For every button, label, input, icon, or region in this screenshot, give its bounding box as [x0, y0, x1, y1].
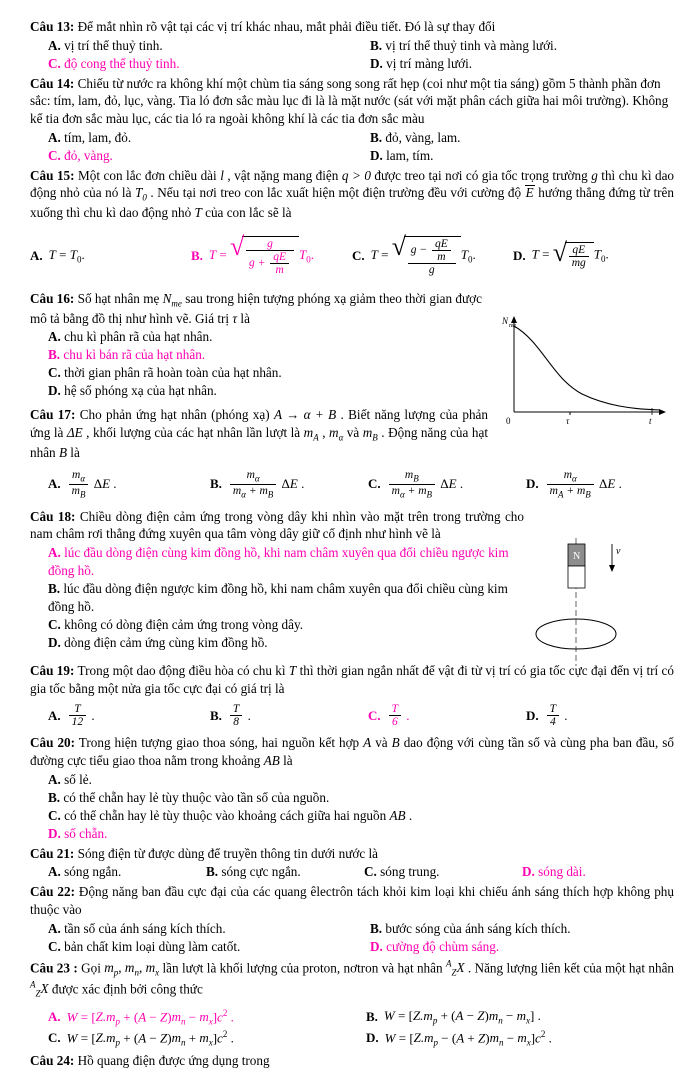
- svg-text:N: N: [573, 550, 581, 562]
- question-15-answers: [30, 236, 674, 276]
- answer-19-A[interactable]: A. $\frac{T}{12}$ .: [48, 703, 95, 729]
- answer-15-A[interactable]: A. $T = T_0$.: [30, 247, 85, 265]
- question-19-answers: [30, 703, 674, 728]
- q15-var-T: T: [194, 205, 202, 221]
- answer-15-D-formula: T = √ $\frac{qE}{mg}$ $T_0$.: [532, 242, 609, 269]
- q23-nuclide-1: $^A_Z$X: [445, 958, 465, 978]
- answer-17-C[interactable]: C. $\frac{m_B}{m_\alpha + m_B}$ ΔE .: [368, 469, 464, 500]
- question-18-block: [30, 508, 674, 652]
- answer-16-C[interactable]: C. thời gian phân rã hoàn toàn của hạt nhân.: [48, 365, 282, 381]
- question-21: [30, 845, 674, 863]
- answer-21-B[interactable]: B. sóng cực ngắn.: [206, 864, 301, 880]
- question-14-number: Câu 14:: [30, 75, 75, 91]
- answer-15-D[interactable]: D. T = √ $\frac{qE}{mg}$ $T_0$.: [513, 242, 674, 269]
- question-13-number: Câu 13:: [30, 19, 75, 34]
- q15-var-q: q > 0: [341, 167, 371, 183]
- answer-14-D[interactable]: D. lam, tím.: [370, 147, 434, 163]
- q17-text-4: ,: [318, 424, 330, 440]
- question-22-number: Câu 22:: [30, 884, 75, 900]
- answer-14-A[interactable]: A. tím, lam, đỏ.: [48, 129, 132, 145]
- q19-text-1: Trong một dao động điều hòa có chu kì: [74, 662, 289, 678]
- answer-17-B-fraction: $\frac{m_\alpha}{m_\alpha + m_B}$: [230, 469, 276, 499]
- answer-23-A[interactable]: A. $W = [Z.m_p + (A - Z)m_n - m_x]c^2$ .: [48, 1007, 234, 1027]
- q15-var-l: l: [220, 167, 224, 183]
- q15-text-6: hướng thẳng đứng từ trên xuống thì chu kì dao động nhỏ: [30, 185, 674, 221]
- question-18-number: Câu 18:: [30, 508, 76, 524]
- decay-curve-svg: [492, 312, 668, 430]
- question-18-stem: Chiều dòng điện cảm ứng trong vòng dây khi nhìn vào mặt trên trong trường cho nam châm rơi thẳng đứng xuyên qua tâm vòng dây giữ cố định như hình vẽ là: [30, 508, 524, 542]
- answer-23-C[interactable]: C. $W = [Z.m_p + (A - Z)m_n + m_x]c^2$ .: [48, 1028, 234, 1048]
- question-14-answers-row2: [30, 147, 692, 165]
- q20-source-A: A: [363, 735, 372, 751]
- question-22-answers-row2: [30, 938, 692, 956]
- question-15-number: Câu 15:: [30, 167, 75, 183]
- svg-text:t: t: [649, 416, 652, 426]
- answer-13-D[interactable]: D. vị trí màng lưới.: [370, 55, 473, 71]
- svg-text:τ: τ: [566, 416, 570, 426]
- question-23-answers-row1: [30, 1008, 674, 1027]
- q19-var-T: T: [288, 662, 297, 678]
- question-19-number: Câu 19:: [30, 662, 75, 678]
- svg-text:N: N: [502, 316, 509, 326]
- question-22-stem: Động năng ban đầu cực đại của các quang êlectrôn tách khỏi kim loại khi chiếu ánh sáng thích hợp không phụ thuộc vào: [30, 884, 674, 917]
- answer-15-B[interactable]: B. T = √ g g + $\frac{qE}{m}$ $T_0$.: [191, 236, 352, 276]
- answer-15-C-formula: T = √ g − $\frac{qE}{m}$ g $T_0$.: [371, 236, 476, 276]
- q17-mB: $m_B$: [362, 424, 378, 443]
- question-14-answers-row1: [30, 129, 692, 147]
- answer-22-D[interactable]: D. cường độ chùm sáng.: [370, 938, 500, 954]
- q17-deltaE: ΔE: [66, 424, 83, 440]
- q17-text-5: và: [343, 424, 363, 440]
- q23-masses: $m_p$, $m_n$, $m_x$: [104, 959, 160, 978]
- q15-text-2: , vật nặng mang điện: [223, 167, 342, 183]
- question-23-answers-row2: [30, 1029, 674, 1048]
- question-13-answers-row2: [30, 55, 692, 73]
- magnet-loop-svg: [528, 538, 648, 666]
- answer-18-D[interactable]: D. dòng điện cảm ứng cùng kim đồng hồ.: [48, 634, 268, 650]
- q23-text-1: Gọi: [77, 959, 105, 975]
- answer-22-C[interactable]: C. bản chất kim loại dùng làm catốt.: [48, 938, 241, 954]
- question-14-stem: Chiếu từ nước ra không khí một chùm tia sáng song song rất hẹp (coi như một tia sáng) gồm 5 thành phần đơn sắc: tím, lam, đỏ, lục, vàng. Tia ló đơn sắc màu lục đi là là mặt nước (sát với mặt phân cách giữa hai môi trường). Không kể tia đơn sắc màu lục, các tia ló ra ngoài không khí là các tia đơn sắc màu: [30, 75, 669, 127]
- question-19: [30, 662, 674, 697]
- answer-23-B-formula: $W = [Z.m_p + (A - Z)m_n - m_x]$ .: [383, 1008, 541, 1026]
- q15-text-4: thì chu kì dao động nhỏ của nó là: [30, 167, 675, 201]
- answer-18-C[interactable]: C. không có dòng điện cảm ứng trong vòng dây.: [48, 616, 303, 632]
- answer-21-D[interactable]: D. sóng dài.: [522, 864, 586, 880]
- q16-text-2: sau trong hiện tượng phóng xạ giảm theo thời gian được mô tả bằng đồ thị như hình vẽ. Giá trị: [30, 291, 482, 326]
- question-20-number: Câu 20:: [30, 735, 76, 751]
- question-24-number: Câu 24:: [30, 1052, 75, 1068]
- question-16-number: Câu 16:: [30, 291, 75, 306]
- q17-text-3: , khối lượng của các hạt nhân lần lượt là: [82, 424, 304, 440]
- answer-23-B[interactable]: B. $W = [Z.m_p + (A - Z)m_n - m_x]$ .: [366, 1008, 541, 1026]
- answer-20-C[interactable]: C. có thể chẵn hay lẻ tùy thuộc vào khoảng cách giữa hai nguồn AB .: [48, 807, 413, 823]
- q19-text-2: thì thời gian ngắn nhất để vật đi từ vị trí có gia tốc cực đại đến vị trí có gia tốc bằng một nửa gia tốc cực đại có giá trị là: [30, 662, 674, 696]
- q23-text-3: . Năng lượng liên kết của một hạt nhân: [464, 959, 675, 975]
- q23-text-4: được xác định bởi công thức: [48, 980, 203, 996]
- q23-text-2: lần lượt là khối lượng của proton, nơtron và hạt nhân: [159, 959, 446, 975]
- answer-17-D[interactable]: D. $\frac{m_\alpha}{m_A + m_B}$ ΔE .: [526, 469, 622, 500]
- answer-19-D-fraction: $\frac{T}{4}$: [547, 703, 559, 728]
- question-13-answers-row1: [30, 37, 692, 55]
- q20-text-4: là: [279, 753, 293, 768]
- answer-23-D-formula: $W = [Z.m_p - (A + Z)m_n - m_x]c^2$ .: [384, 1028, 552, 1048]
- q20-text-3: dao động với cùng tần số và cùng pha ban đầu, số đường cực tiểu giao thoa nằm trong khoảng: [30, 735, 674, 768]
- question-24: [30, 1052, 674, 1070]
- answer-23-A-formula: $W = [Z.m_p + (A - Z)m_n - m_x]c^2$ .: [66, 1007, 234, 1027]
- question-14: [30, 75, 674, 128]
- q17-mA: $m_A$: [303, 424, 319, 443]
- answer-18-A[interactable]: A. lúc đầu dòng điện cùng kim đồng hồ, khi nam châm xuyên qua đổi chiều ngược kim đồng hồ.: [48, 545, 509, 579]
- answer-17-D-fraction: $\frac{m_\alpha}{m_A + m_B}$: [547, 469, 594, 499]
- answer-17-C-tail: ΔE .: [437, 476, 464, 492]
- question-23-number: Câu 23 :: [30, 959, 78, 975]
- svg-text:mẹ: mẹ: [509, 323, 517, 329]
- answer-19-C[interactable]: C. $\frac{T}{6}$ .: [368, 703, 410, 729]
- question-20: [30, 734, 674, 769]
- question-24-stem: Hồ quang điện được ứng dụng trong: [74, 1052, 270, 1068]
- answer-17-A[interactable]: A. $\frac{m_\alpha}{m_B}$ ΔE .: [48, 469, 117, 500]
- q20-text-2: và: [371, 735, 392, 751]
- q17-text-1: Cho phản ứng hạt nhân (phóng xạ): [75, 407, 274, 423]
- question-20-answers: [30, 771, 674, 843]
- answer-19-B[interactable]: B. $\frac{T}{8}$ .: [210, 703, 251, 729]
- answer-16-A[interactable]: A. chu kì phân rã của hạt nhân.: [48, 329, 213, 345]
- q15-var-T0: $T_0$: [135, 185, 147, 204]
- q17-text-7: là: [67, 444, 80, 460]
- answer-21-A[interactable]: A. sóng ngắn.: [48, 864, 122, 880]
- q17-reaction: A → α + B: [273, 407, 337, 423]
- q17-malpha: $m_\alpha$: [329, 424, 344, 443]
- q16-text-1: Số hạt nhân mẹ: [74, 291, 163, 306]
- answer-19-C-fraction: $\frac{T}{6}$: [389, 703, 401, 728]
- q15-var-g: g: [591, 167, 598, 183]
- q15-var-E: E: [525, 185, 534, 201]
- question-22: [30, 883, 674, 918]
- answer-17-B-tail: ΔE .: [278, 476, 305, 492]
- q20-source-B: B: [391, 735, 400, 751]
- answer-21-C[interactable]: C. sóng trung.: [364, 864, 440, 880]
- question-21-stem: Sóng điện từ được dùng để truyền thông tin dưới nước là: [74, 845, 379, 861]
- answer-16-D[interactable]: D. hệ số phóng xạ của hạt nhân.: [48, 383, 217, 399]
- question-13: [30, 18, 674, 36]
- q15-text-3: được treo tại nơi có gia tốc trọng trường: [370, 167, 592, 183]
- answer-15-B-formula: T = √ g g + $\frac{qE}{m}$ $T_0$.: [209, 236, 314, 276]
- q15-text-7: của con lắc sẽ là: [201, 205, 292, 221]
- q16-symbol-N: $N_{me}$: [162, 291, 182, 309]
- answer-22-B[interactable]: B. bước sóng của ánh sáng kích thích.: [370, 920, 571, 936]
- question-23: [30, 958, 674, 1000]
- answer-17-A-tail: ΔE .: [90, 476, 117, 492]
- magnet-loop-figure: [528, 538, 648, 666]
- svg-text:0: 0: [506, 416, 511, 426]
- q17-text-2: . Biết năng lượng của phản ứng là: [30, 407, 488, 440]
- q20-text-1: Trong hiện tượng giao thoa sóng, hai nguồn kết hợp: [75, 735, 364, 751]
- answer-19-B-fraction: $\frac{T}{8}$: [230, 703, 242, 728]
- q16-text-3: là: [237, 310, 250, 326]
- svg-text:v: v: [616, 545, 621, 557]
- answer-15-A-formula: $T = T_0$.: [48, 247, 85, 265]
- q20-segment-AB: AB: [263, 753, 280, 768]
- q15-text-5: . Nếu tại nơi treo con lắc xuất hiện một điện trường đều với cường độ: [146, 185, 525, 201]
- answer-19-D[interactable]: D. $\frac{T}{4}$ .: [526, 703, 568, 729]
- q15-text-1: Một con lắc đơn chiều dài: [74, 167, 221, 183]
- answer-14-B[interactable]: B. đỏ, vàng, lam.: [370, 129, 461, 145]
- answer-14-C[interactable]: C. đỏ, vàng.: [48, 147, 113, 163]
- answer-17-B[interactable]: B. $\frac{m_\alpha}{m_\alpha + m_B}$ ΔE .: [210, 469, 305, 500]
- question-21-answers: [30, 863, 674, 881]
- answer-17-D-tail: ΔE .: [595, 476, 622, 492]
- answer-13-C[interactable]: C. độ cong thể thuỷ tinh.: [48, 55, 180, 71]
- answer-22-A[interactable]: A. tần số của ánh sáng kích thích.: [48, 920, 226, 936]
- answer-20-B[interactable]: B. có thể chẵn hay lẻ tùy thuộc vào tần số của nguồn.: [48, 789, 330, 805]
- answer-18-B[interactable]: B. lúc đầu dòng điện ngược kim đồng hồ, khi nam châm xuyên qua đổi chiều cùng kim đồng hồ.: [48, 581, 508, 614]
- question-13-stem: Để mắt nhìn rõ vật tại các vị trí khác nhau, mắt phải điều tiết. Đó là sự thay đổi: [74, 19, 496, 34]
- answer-19-A-fraction: $\frac{T}{12}$: [69, 703, 87, 728]
- q17-B: B: [58, 444, 67, 460]
- question-22-answers-row1: [30, 920, 692, 938]
- answer-20-A[interactable]: A. số lẻ.: [48, 771, 92, 787]
- q16-symbol-tau: τ: [232, 310, 238, 326]
- question-17-number: Câu 17:: [30, 407, 76, 423]
- answer-23-C-formula: $W = [Z.m_p + (A - Z)m_n + m_x]c^2$ .: [66, 1028, 234, 1048]
- q23-nuclide-2: $^A_Z$X: [30, 979, 49, 999]
- q17-text-6: . Động năng của hạt nhân: [30, 424, 488, 460]
- question-21-number: Câu 21:: [30, 845, 75, 861]
- answer-13-A[interactable]: A. vị trí thể thuỷ tinh.: [48, 37, 163, 53]
- answer-17-A-fraction: $\frac{m_\alpha}{m_B}$: [69, 469, 89, 499]
- question-15: [30, 167, 674, 222]
- answer-20-D[interactable]: D. số chẵn.: [48, 825, 108, 841]
- answer-13-B[interactable]: B. vị trí thể thuỷ tinh và màng lưới.: [370, 37, 558, 53]
- question-17-answers: [30, 469, 674, 499]
- answer-23-D[interactable]: D. $W = [Z.m_p - (A + Z)m_n - m_x]c^2$ .: [366, 1028, 552, 1048]
- answer-16-B[interactable]: B. chu kì bán rã của hạt nhân.: [48, 347, 206, 363]
- answer-15-C[interactable]: C. T = √ g − $\frac{qE}{m}$ g $T_0$.: [352, 236, 513, 276]
- answer-17-C-fraction: $\frac{m_B}{m_\alpha + m_B}$: [389, 469, 435, 499]
- decay-curve-figure: [492, 312, 668, 430]
